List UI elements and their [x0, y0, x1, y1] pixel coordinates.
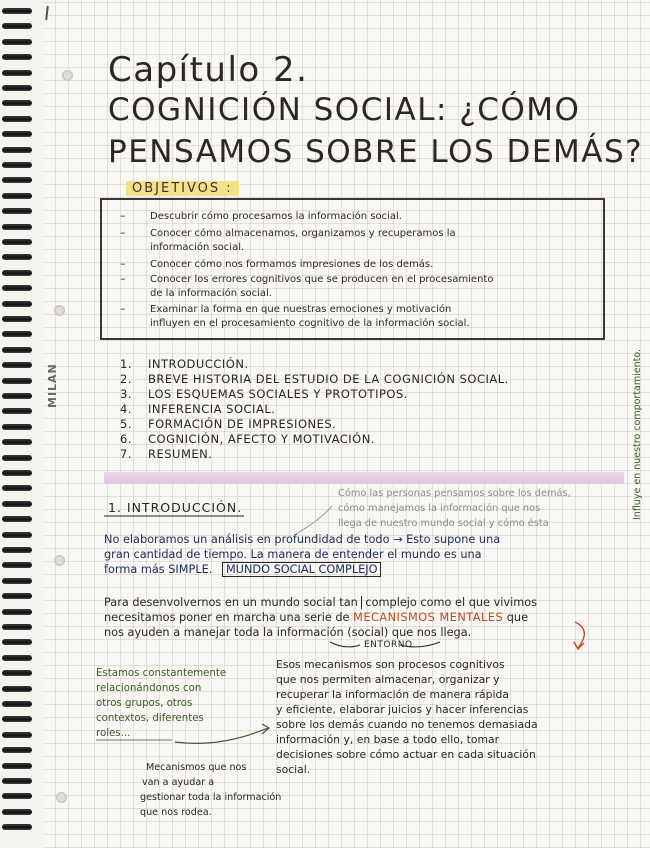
objective-item: Examinar la forma en que nuestras emociones y motivación	[150, 304, 452, 315]
brand-label: MILAN	[46, 363, 59, 408]
objective-item: Conocer cómo almacenamos, organizamos y recuperamos la	[150, 228, 456, 239]
paragraph-line: Para desenvolvernos en un mundo social tan complejo como el que vivimos	[104, 596, 538, 609]
paragraph-line: No elaboramos un análisis en profundidad de todo → Esto supone una	[104, 533, 501, 546]
objectives-label: OBJETIVOS :	[126, 181, 239, 196]
bottom-note-line: que nos rodea.	[140, 807, 212, 818]
page-title-line-1: Capítulo 2.	[108, 50, 309, 90]
bullet-dash: –	[120, 209, 126, 222]
index-item: 7. RESUMEN.	[120, 447, 213, 461]
left-note-line: otros grupos, otros	[96, 698, 193, 709]
paragraph-line: que nos permiten almacenar, organizar y	[276, 673, 500, 686]
paragraph-line: nos ayuden a manejar toda la información (social) que nos llega.	[104, 626, 472, 639]
left-note-line: contextos, diferentes	[96, 713, 204, 724]
bullet-dash: –	[120, 257, 126, 270]
left-note-line: relacionándonos con	[96, 683, 202, 694]
index-item: 1. INTRODUCCIÓN.	[120, 357, 249, 371]
boxed-term: MUNDO SOCIAL COMPLEJO	[222, 562, 382, 577]
side-note-vertical: Influye en nuestro comportamiento.	[632, 348, 643, 520]
objective-item: Conocer los errores cognitivos que se producen en el procesamiento	[150, 274, 494, 285]
paragraph-line: gran cantidad de tiempo. La manera de entender el mundo es una	[104, 548, 482, 561]
bottom-note-line: gestionar toda la información	[140, 792, 282, 803]
index-item: 3. LOS ESQUEMAS SOCIALES Y PROTOTIPOS.	[120, 387, 408, 401]
index-item: 2. BREVE HISTORIA DEL ESTUDIO DE LA COGNICIÓN SOCIAL.	[120, 372, 509, 386]
entorno-note: ENTORNO	[364, 640, 413, 650]
objective-item: información social.	[150, 242, 245, 253]
left-note-line: Estamos constantemente	[96, 668, 227, 679]
aside-line: llega de nuestro mundo social y cómo ésta	[338, 518, 549, 529]
paragraph-line: forma más SIMPLE. MUNDO SOCIAL COMPLEJO	[104, 563, 381, 576]
bottom-note-line: van a ayudar a	[142, 777, 215, 788]
aside-line: cómo manejamos la información que nos	[338, 503, 541, 514]
page-title-line-3: PENSAMOS SOBRE LOS DEMÁS?	[108, 134, 644, 170]
objective-item: de la información social.	[150, 288, 272, 299]
objective-item: Descubrir cómo procesamos la información social.	[150, 211, 402, 222]
paragraph-line: social.	[276, 763, 311, 776]
page-title-line-2: COGNICIÓN SOCIAL: ¿CÓMO	[108, 92, 581, 128]
highlight-term: MECANISMOS MENTALES	[353, 611, 504, 624]
bullet-dash: –	[120, 302, 126, 315]
paragraph-line: información y, en base a todo ello, tomar	[276, 733, 500, 746]
paragraph-line: necesitamos poner en marcha una serie de MECANISMOS MENTALES que	[104, 611, 529, 624]
bottom-note-line: Mecanismos que nos	[146, 762, 247, 773]
index-item: 4. INFERENCIA SOCIAL.	[120, 402, 276, 416]
index-item: 6. COGNICIÓN, AFECTO Y MOTIVACIÓN.	[120, 432, 375, 446]
paragraph-line: recuperar la información de manera rápida	[276, 688, 509, 701]
objective-item: influyen en el procesamiento cognitivo de la información social.	[150, 318, 470, 329]
bullet-dash: –	[120, 226, 126, 239]
left-note-line: roles...	[96, 728, 131, 739]
index-item: 5. FORMACIÓN DE IMPRESIONES.	[120, 417, 337, 431]
paragraph-line: Esos mecanismos son procesos cognitivos	[276, 658, 505, 671]
objective-item: Conocer cómo nos formamos impresiones de los demás.	[150, 259, 434, 270]
paragraph-line: decisiones sobre cómo actuar en cada situación	[276, 748, 536, 761]
section-heading: 1. INTRODUCCIÓN.	[108, 500, 243, 515]
aside-line: Cómo las personas pensamos sobre los demás,	[338, 488, 571, 499]
paragraph-line: y eficiente, elaborar juicios y hacer inferencias	[276, 703, 529, 716]
paragraph-line: sobre los demás cuando no tenemos demasiada	[276, 718, 538, 731]
bullet-dash: –	[120, 272, 126, 285]
